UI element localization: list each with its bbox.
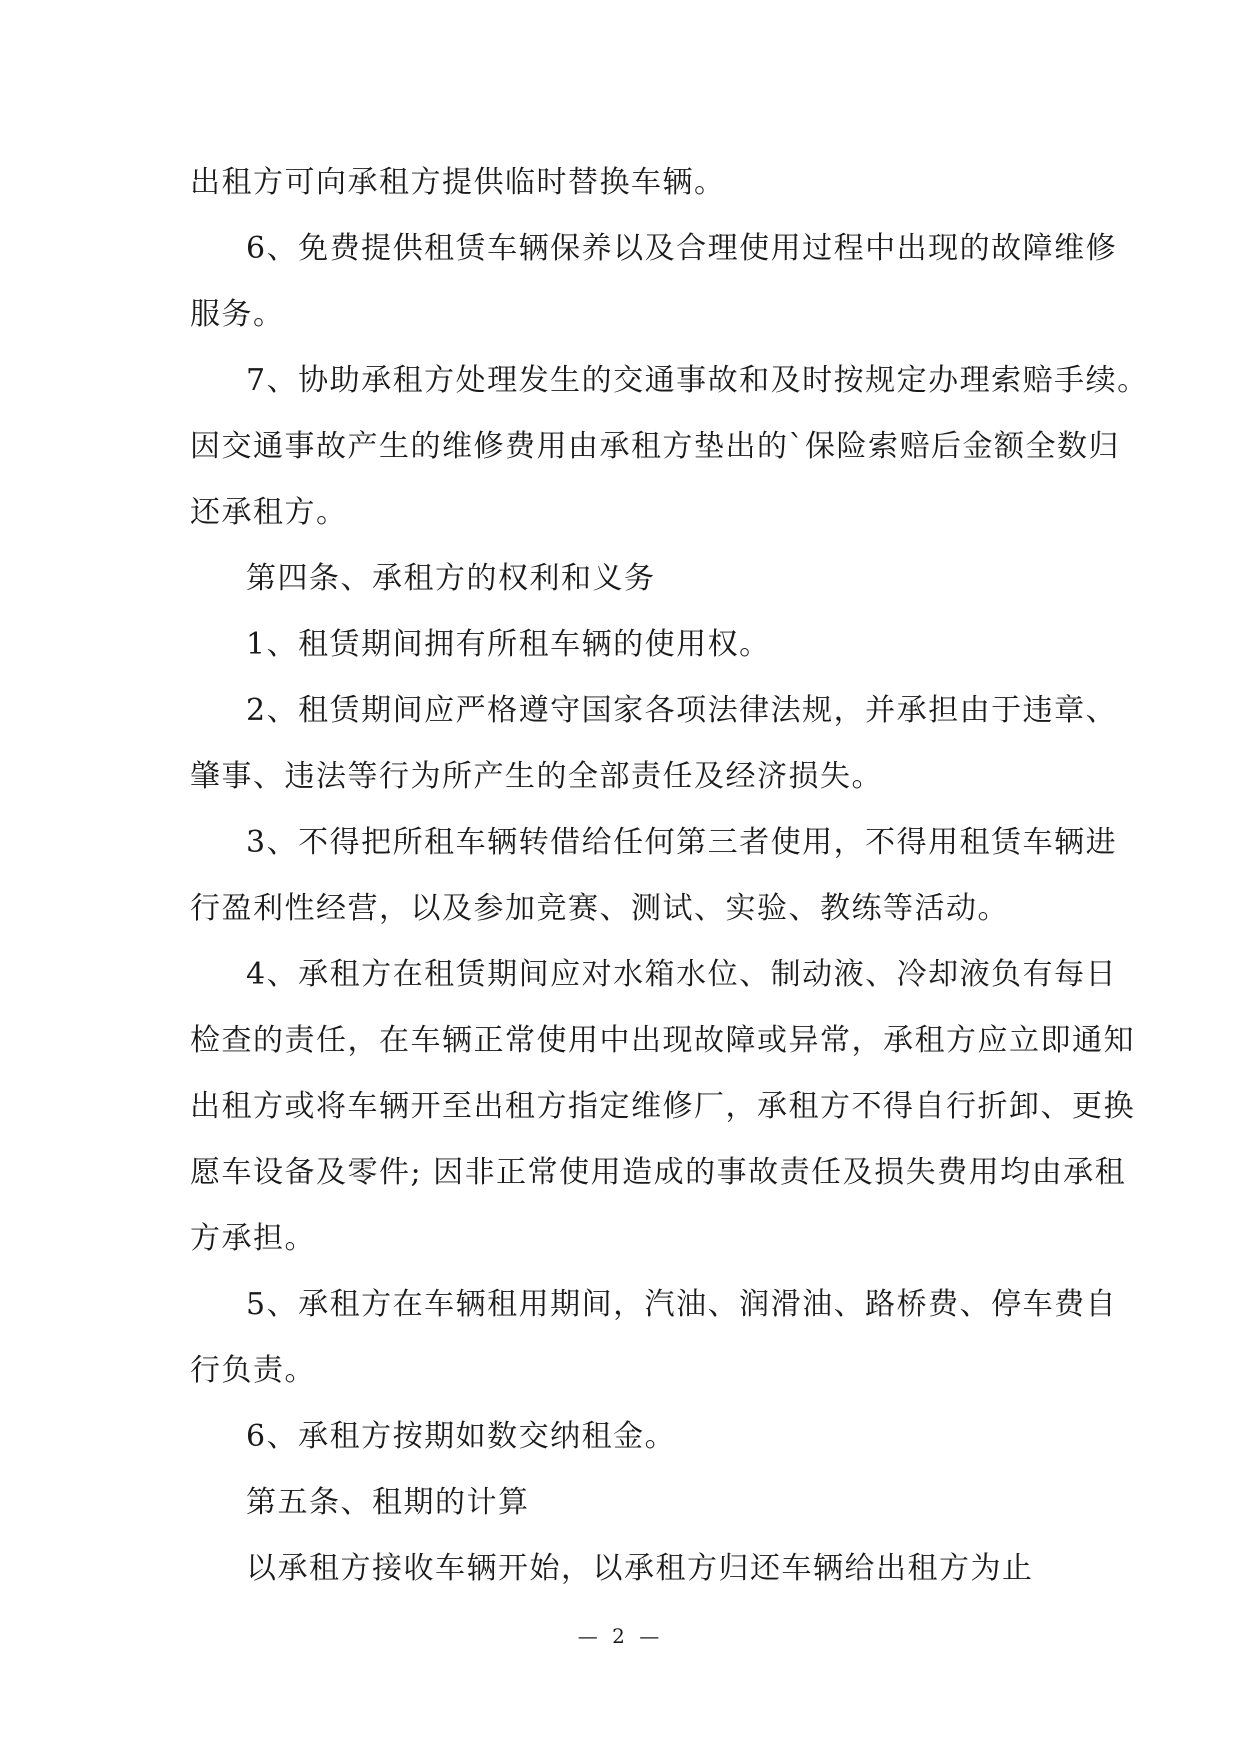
text-line-16: 愿车设备及零件; 因非正常使用造成的事故责任及损失费用均由承租: [190, 1155, 1127, 1190]
text-line-15: 出租方或将车辆开至出租方指定维修厂，承租方不得自行折卸、更换: [190, 1089, 1135, 1124]
text-line-5: 因交通事故产生的维修费用由承租方垫出的`保险索赔后金额全数归: [190, 429, 1120, 464]
text-line-20: 6、承租方按期如数交纳租金。: [246, 1419, 677, 1454]
section-heading-article-4: 第四条、承租方的权利和义务: [246, 561, 656, 596]
text-line-13: 4、承租方在租赁期间应对水箱水位、制动液、冷却液负有每日: [246, 957, 1118, 992]
text-line-6: 还承租方。: [190, 495, 348, 530]
text-line-19: 行负责。: [190, 1353, 316, 1388]
document-body: [190, 150, 1149, 1602]
text-line-17: 方承担。: [190, 1221, 316, 1256]
text-line-10: 肇事、违法等行为所产生的全部责任及经济损失。: [190, 759, 883, 794]
text-line-3: 服务。: [190, 297, 285, 332]
text-line-11: 3、不得把所租车辆转借给任何第三者使用，不得用租赁车辆进: [246, 825, 1118, 860]
text-line-12: 行盈利性经营，以及参加竞赛、测试、实验、教练等活动。: [190, 891, 1009, 926]
text-line-14: 检查的责任，在车辆正常使用中出现故障或异常，承租方应立即通知: [190, 1023, 1135, 1058]
section-heading-article-5: 第五条、租期的计算: [246, 1485, 530, 1520]
text-line-18: 5、承租方在车辆租用期间，汽油、润滑油、路桥费、停车费自: [246, 1287, 1118, 1322]
text-line-9: 2、租赁期间应严格遵守国家各项法律法规，并承担由于违章、: [246, 693, 1118, 728]
text-line-8: 1、租赁期间拥有所租车辆的使用权。: [246, 627, 771, 662]
text-line-22: 以承租方接收车辆开始，以承租方归还车辆给出租方为止: [246, 1551, 1034, 1586]
text-line-1: 出租方可向承租方提供临时替换车辆。: [190, 165, 726, 200]
text-line-4: 7、协助承租方处理发生的交通事故和及时按规定办理索赔手续。: [246, 363, 1149, 398]
text-line-2: 6、免费提供租赁车辆保养以及合理使用过程中出现的故障维修: [246, 231, 1118, 266]
page-number: — 2 —: [577, 1624, 664, 1648]
